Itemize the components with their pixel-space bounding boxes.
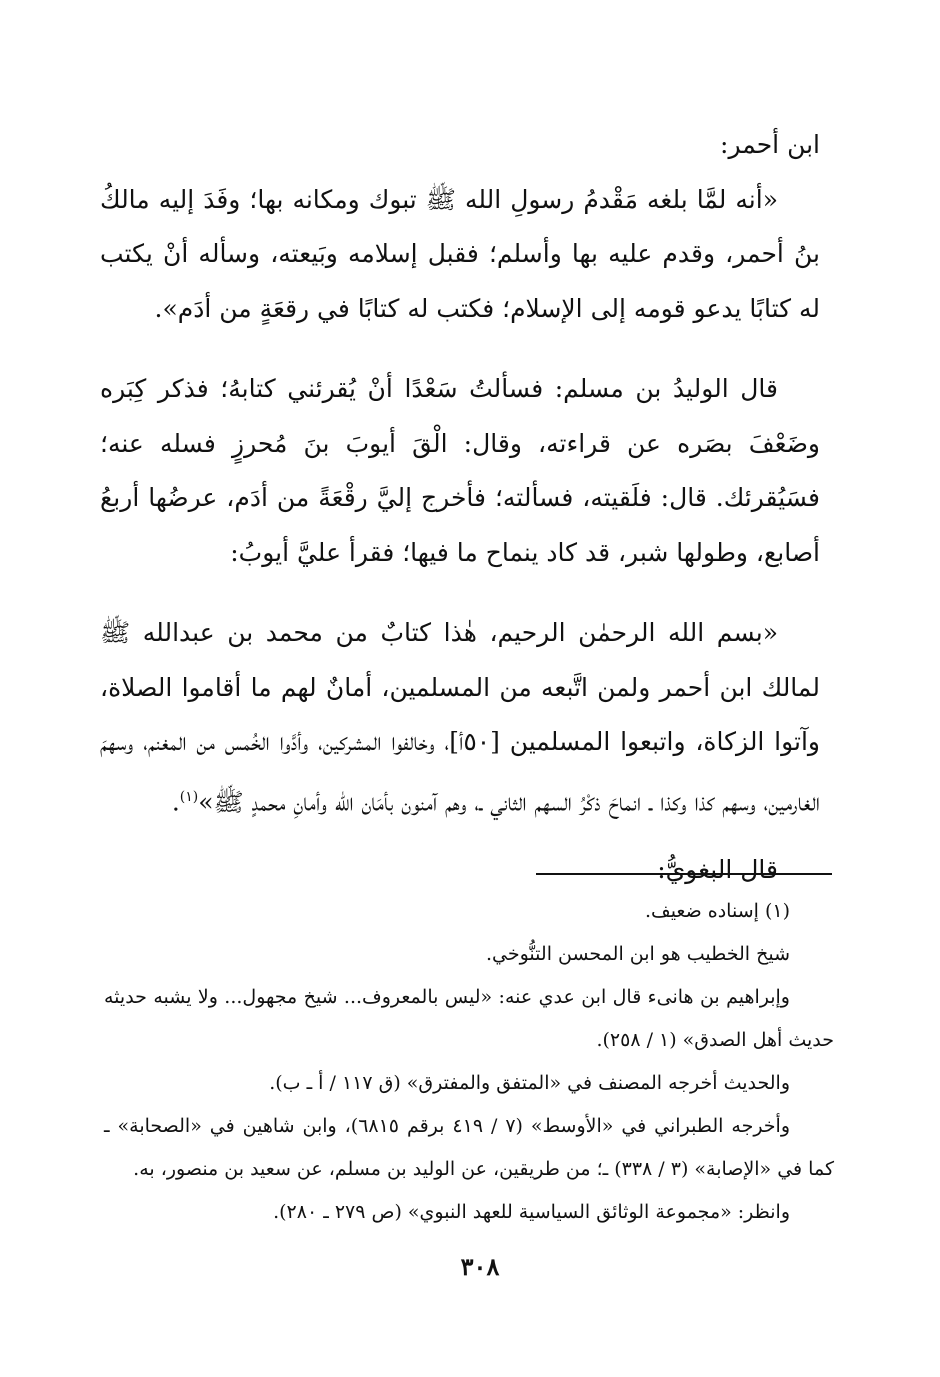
paragraph-narration: «أنه لمَّا بلغه مَقْدمُ رسولِ الله ﷺ تبوك ومكانه بها؛ وفَدَ إليه مالكُ بنُ أحمر، وقدم عليه بها وأسلم؛ فقبل إسلامه وبَيعته، وسأله أنْ يكتب له كتابًا يدعو قومه إلى الإسلام؛ فكتب له كتابًا في رقعَةٍ من أدَم». [100,184,820,323]
footnote-line: والحديث أخرجه المصنف في «المتفق والمفترق» (ق ١١٧ / أ ـ ب). [269,1072,790,1094]
footnote-line: وإبراهيم بن هانىء قال ابن عدي عنه: «ليس بالمعروف... شيخ مجهول... ولا يشبه حديثه حديث أهل الصدق» (١ / ٢٥٨). [104,986,834,1051]
paragraph-gap [100,829,820,843]
footnote-1: (١) إسناده ضعيف. [644,900,790,922]
footnote-line: وأخرجه الطبراني في «الأوسط» (٧ / ٤١٩ برقم ٦٨١٥)، وابن شاهين في «الصحابة» ـ كما في «الإصابة» (٣ / ٣٣٨) ـ؛ من طريقين، عن الوليد بن مسلم، عن سعيد بن منصور، به. [104,1115,834,1180]
footnote-reference: (١) [179,788,199,805]
main-text [100,118,820,898]
footnote-separator [536,873,832,875]
paragraph-walid-ibn-muslim: قال الوليدُ بن مسلم: فسألتُ سَعْدًا أنْ يُقرئني كتابهُ؛ فذكر كِبَره وضَعْفَ بصَره عن قراءته، وقال: الْقَ أيوبَ بنَ مُحرزٍ فسله عنه؛ فسَيُقرئك. قال: فلَقيته، فسألته؛ فأخرج إليَّ رقْعَةً من أدَم، عرضُها أربعُ أصابع، وطولها شبر، قد كاد ينماح ما فيها؛ فقرأ عليَّ أيوبُ: [100,374,820,567]
section-heading-baghawi: قال البغويُّ: [657,855,778,885]
paragraph-gap [100,336,820,362]
paragraph-gap [100,580,820,606]
page-number: ٣٠٨ [460,1252,500,1281]
letter-end-mark: . [171,786,180,816]
footnotes [104,890,834,1234]
section-heading-ibn-ahmar: ابن أحمر: [720,130,820,159]
footnote-line: وانظر: «مجموعة الوثائق السياسية للعهد النبوي» (ص ٢٧٩ ـ ٢٨٠). [273,1201,790,1223]
paragraph-letter-text [100,606,820,829]
footnote-line: شيخ الخطيب هو ابن المحسن التنُّوخي. [486,943,790,965]
letter-text: «بسم الله الرحمٰن الرحيم، هٰذا كتابٌ من محمد بن عبدالله ﷺ لمالك ابن أحمر ولمن اتَّبعه من المسلمين، أمانٌ لهم ما أقاموا الصلاة، وآتوا الزكاة، واتبعوا المسلمين [٥٠أ]، وخالفوا المشركين، وأدَّوا الخُمس من المغنم، وسهمَ الغارمين، وسهم كذا وكذا ـ انماحَ ذكْرُ السهم الثاني ـ، وهم آمنون بأمَان الله وأمانِ محمدٍ ﷺ» [100,618,820,816]
